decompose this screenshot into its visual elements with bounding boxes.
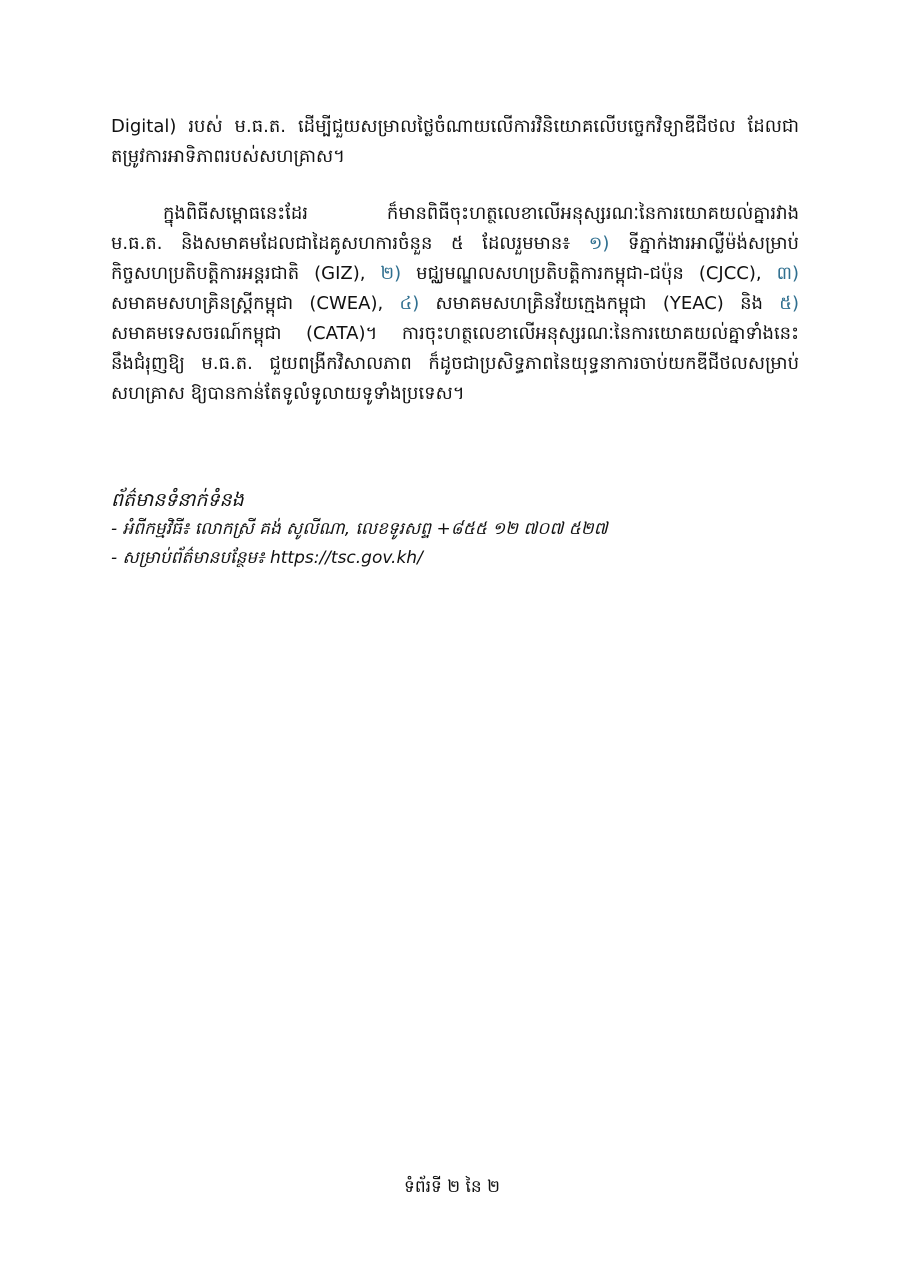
website-link[interactable]: https://tsc.gov.kh/ [269, 548, 423, 568]
list-number: ៥) [779, 293, 799, 314]
paragraph-signing [111, 199, 799, 409]
list-number: ២) [380, 263, 402, 284]
list-number: ១) [588, 233, 610, 254]
paragraph-line [111, 229, 799, 259]
paragraph-line: នឹងជំរុញឱ្យ ម.ធ.ត. ជួយពង្រីកវិសាលភាព ក៏ដូចជាប្រសិទ្ធភាពនៃយុទ្ធនាការចាប់យកឌីជីថលសម្រាប់ [111, 353, 799, 374]
list-number: ៣) [776, 263, 799, 284]
paragraph-line [111, 259, 799, 289]
text-span: មជ្ឈមណ្ឌលសហប្រតិបត្តិការកម្ពុជា-ជប៉ុន (CJCC), [401, 263, 777, 284]
page-number: ទំព័រទី ២ នៃ ២ [404, 1177, 500, 1197]
paragraph-line: Digital) របស់ ម.ធ.ត. ដើម្បីជួយសម្រាលថ្លៃចំណាយលើការវិនិយោគលើបច្ចេកវិទ្យាឌីជីថល ដែលជា [111, 116, 799, 137]
text-span: - សម្រាប់ព័ត៌មានបន្ថែម៖ [111, 548, 270, 568]
contact-item-program: - អំពីកម្មវិធី៖ លោកស្រី គង់ សូលីណា, លេខទូរសព្ទ +៨៥៥ ១២ ៧០៧ ៥២៧ [111, 519, 608, 539]
list-number: ៤) [399, 293, 420, 314]
paragraph-continued [111, 112, 799, 172]
paragraph-line [111, 289, 799, 319]
paragraph-line: តម្រូវការអាទិភាពរបស់សហគ្រាស។ [111, 146, 345, 167]
text-span: កិច្ចសហប្រតិបត្តិការអន្តរជាតិ (GIZ), [111, 263, 381, 284]
text-span: សមាគមសហគ្រិនស្ត្រីកម្ពុជា (CWEA), [111, 293, 400, 314]
contact-section [111, 486, 799, 573]
paragraph-line: សហគ្រាស ឱ្យបានកាន់តែទូលំទូលាយទូទាំងប្រទេស។ [111, 383, 465, 404]
text-span: សមាគមសហគ្រិនវ័យក្មេងកម្ពុជា (YEAC) និង [419, 293, 780, 314]
contact-item-more-info [111, 544, 799, 573]
paragraph-line: សមាគមទេសចរណ៍កម្ពុជា (CATA)។ ការចុះហត្ថលេខាលើអនុស្សរណៈនៃការយោគយល់គ្នាទាំងនេះ [111, 323, 799, 344]
contact-heading: ព័ត៌មានទំនាក់ទំនង [111, 489, 244, 511]
paragraph-line: ក្នុងពិធីសម្ពោធនេះដែរ ក៏មានពិធីចុះហត្ថលេខាលើអនុស្សរណៈនៃការយោគយល់គ្នារវាង [163, 203, 799, 224]
text-span: ទីភ្នាក់ងារអាល្លឺម៉ង់សម្រាប់ [609, 233, 799, 254]
text-span: ម.ធ.ត. និងសមាគមដែលជាដៃគូសហការចំនួន ៥ ដែលរួមមាន៖ [111, 233, 589, 254]
